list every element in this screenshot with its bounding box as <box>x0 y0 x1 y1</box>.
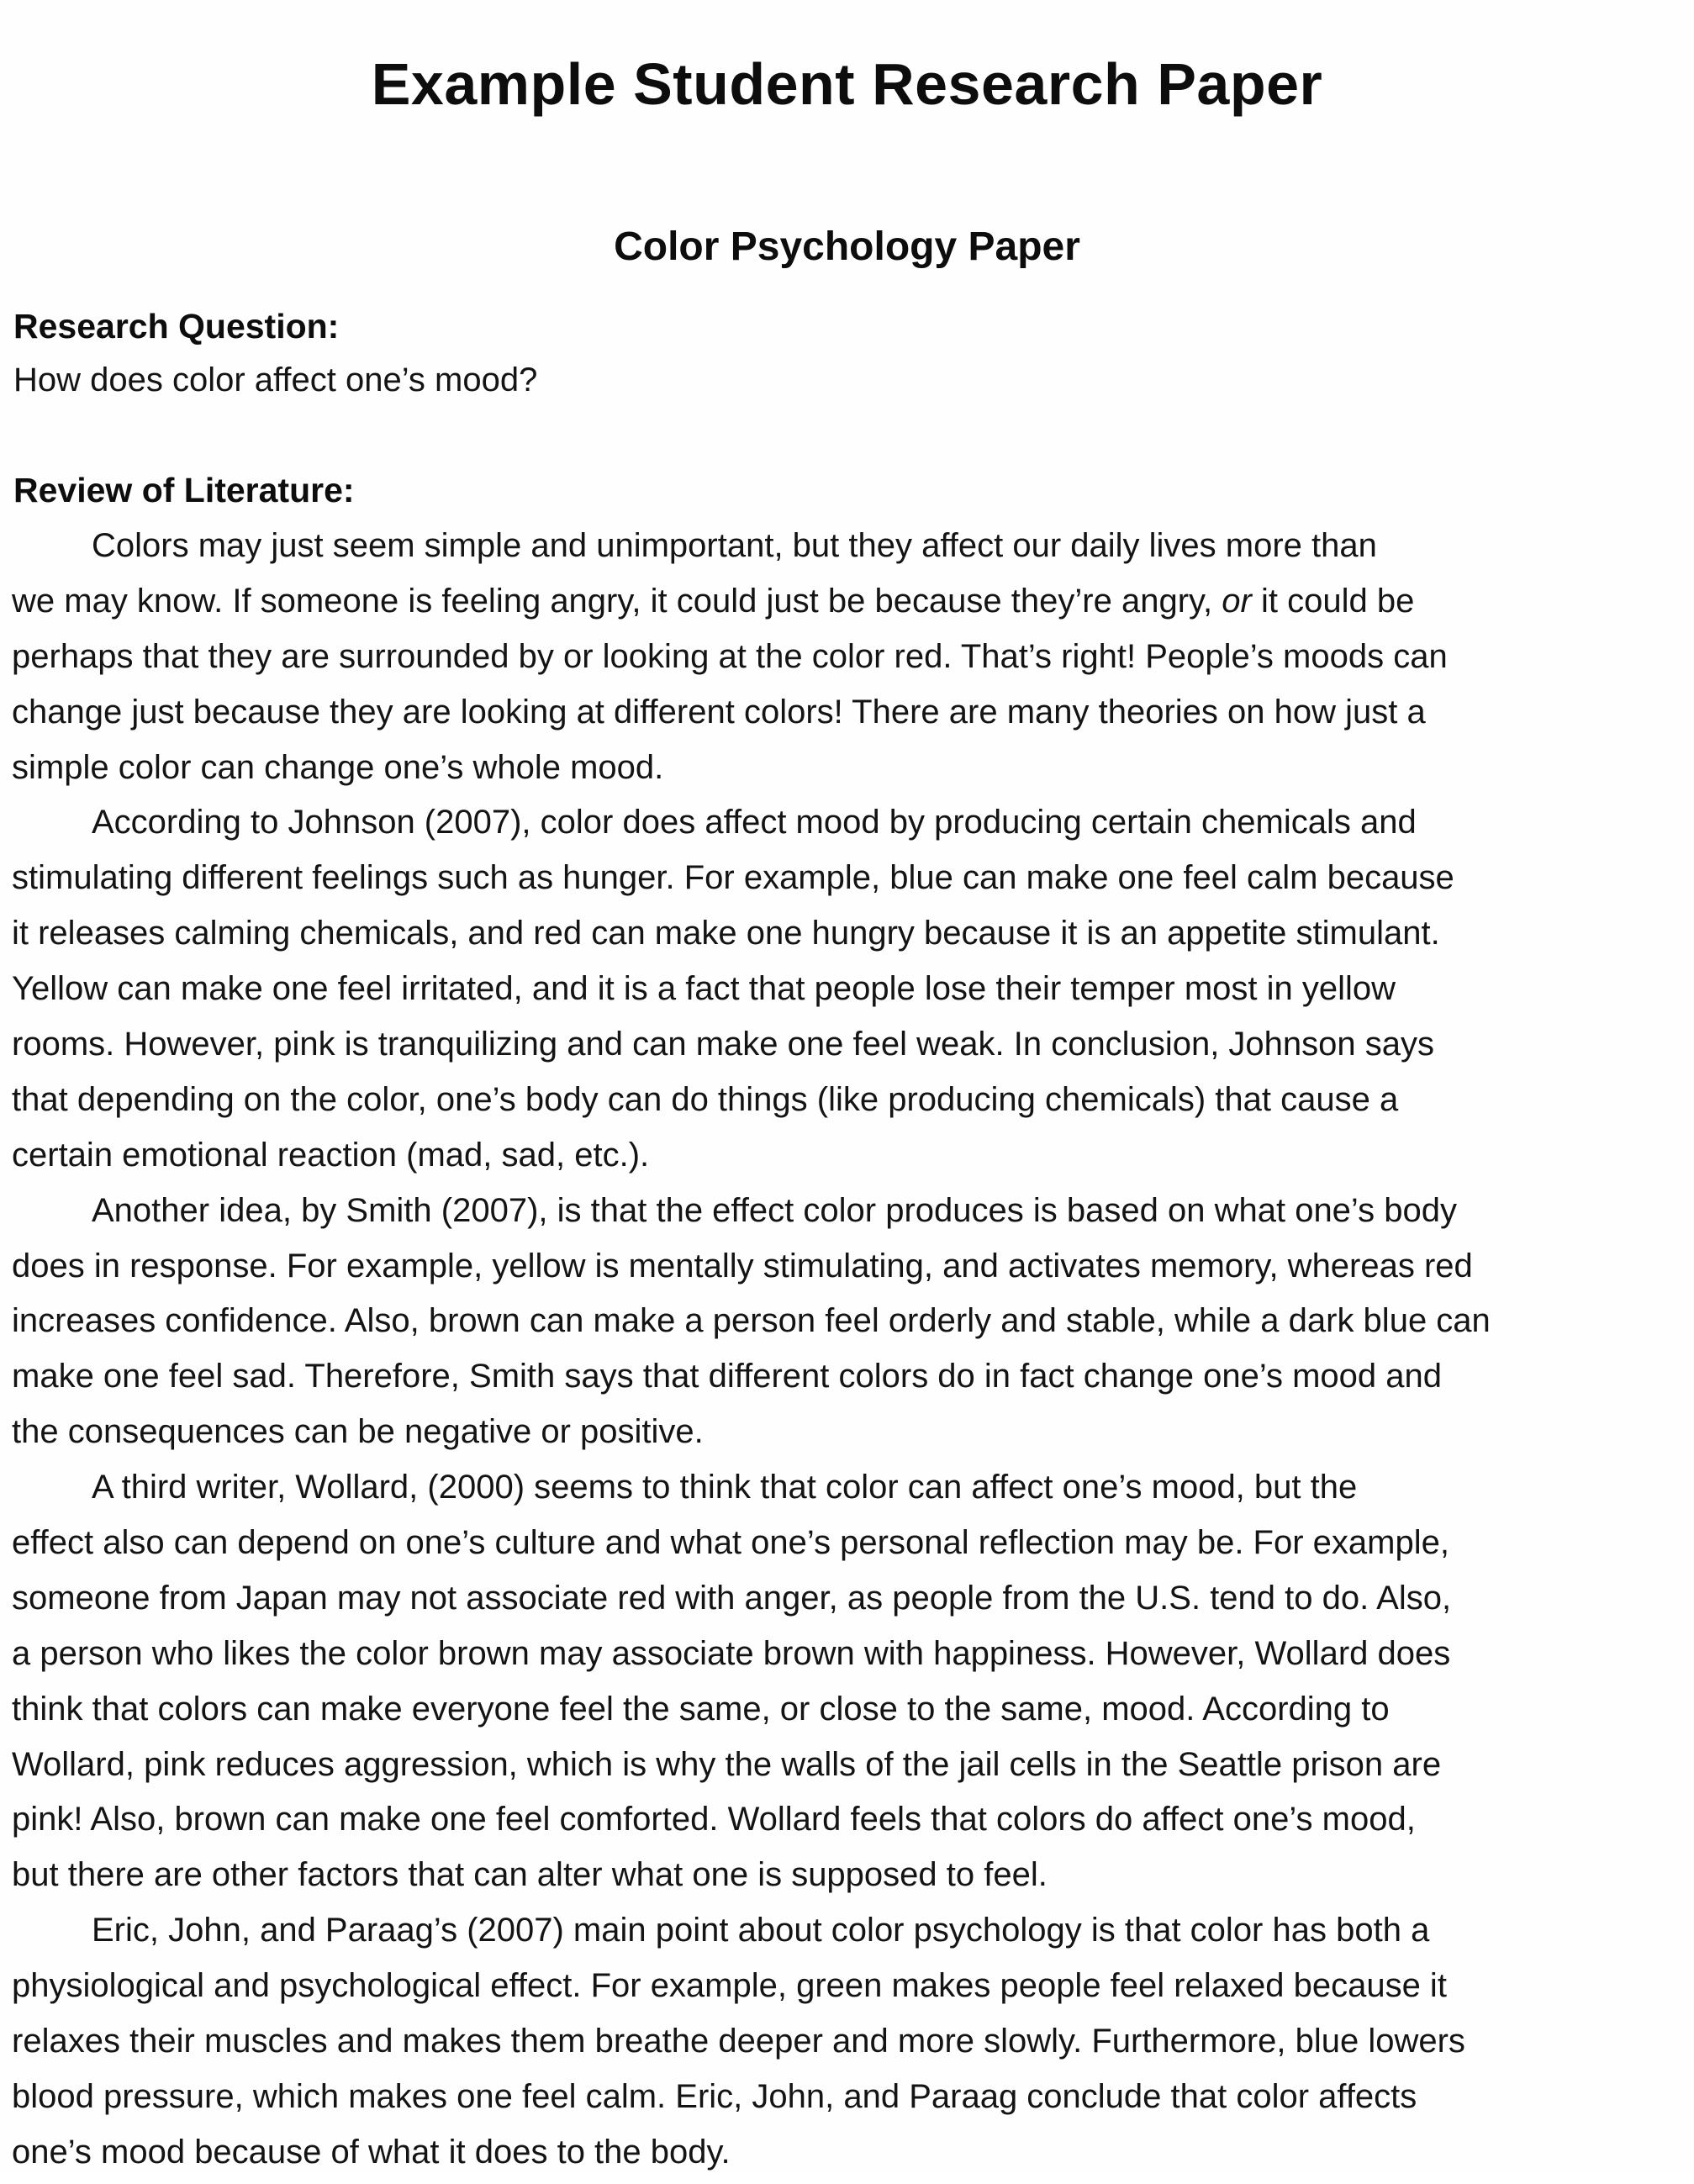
text-segment: does in response. For example, yellow is mentally stimulating, and activates memory, whereas red <box>12 1247 1473 1285</box>
body-line <box>12 1242 1685 1298</box>
body-line <box>12 1630 1685 1685</box>
text-segment: certain emotional reaction (mad, sad, etc.). <box>12 1136 650 1174</box>
body-line <box>12 1464 1685 1519</box>
body-line <box>12 1685 1685 1741</box>
text-segment: Another idea, by Smith (2007), is that the effect color produces is based on what one’s body <box>92 1191 1457 1229</box>
body-line <box>12 2018 1685 2073</box>
research-question-text: How does color affect one’s mood? <box>13 361 538 398</box>
text-segment: increases confidence. Also, brown can make a person feel orderly and stable, while a dark blue can <box>12 1302 1491 1340</box>
text-segment: change just because they are looking at different colors! There are many theories on how just a <box>12 693 1426 731</box>
text-segment: relaxes their muscles and makes them breathe deeper and more slowly. Furthermore, blue lowers <box>12 2023 1465 2060</box>
body-line <box>12 744 1685 799</box>
text-segment: simple color can change one’s whole mood. <box>12 748 664 786</box>
review-of-literature-body <box>12 522 1685 2184</box>
text-segment: that depending on the color, one’s body can do things (like producing chemicals) that cause a <box>12 1080 1399 1118</box>
body-line <box>12 1962 1685 2018</box>
body-line <box>12 1187 1685 1242</box>
text-segment: effect also can depend on one’s culture and what one’s personal reflection may be. For example, <box>12 1524 1449 1562</box>
text-segment: one’s mood because of what it does to the body. <box>12 2133 731 2171</box>
body-line <box>12 1021 1685 1076</box>
text-segment: stimulating different feelings such as hunger. For example, blue can make one feel calm because <box>12 859 1454 897</box>
paper-subtitle: Color Psychology Paper <box>614 224 1080 269</box>
text-segment: According to Johnson (2007), color does affect mood by producing certain chemicals and <box>92 804 1417 841</box>
body-line <box>12 854 1685 910</box>
body-line <box>12 799 1685 854</box>
body-line <box>12 1076 1685 1132</box>
document-title: Example Student Research Paper <box>371 50 1323 117</box>
body-line <box>12 1408 1685 1464</box>
body-line <box>12 2129 1685 2184</box>
body-line <box>12 1297 1685 1353</box>
body-line <box>12 688 1685 744</box>
text-segment: blood pressure, which makes one feel calm. Eric, John, and Paraag conclude that color affects <box>12 2077 1417 2115</box>
body-line <box>12 1851 1685 1907</box>
body-line <box>12 1907 1685 1962</box>
text-segment: the consequences can be negative or positive. <box>12 1413 704 1451</box>
text-segment: rooms. However, pink is tranquilizing and can make one feel weak. In conclusion, Johnson says <box>12 1026 1435 1063</box>
text-segment: make one feel sad. Therefore, Smith says that different colors do in fact change one’s mood and <box>12 1358 1443 1395</box>
text-segment: pink! Also, brown can make one feel comforted. Wollard feels that colors do affect one’s mood, <box>12 1801 1416 1838</box>
text-segment: physiological and psychological effect. For example, green makes people feel relaxed because it <box>12 1967 1447 2005</box>
research-question-heading: Research Question: <box>13 307 340 346</box>
body-line <box>12 1353 1685 1408</box>
text-segment: think that colors can make everyone feel the same, or close to the same, mood. According to <box>12 1690 1390 1728</box>
text-segment: Colors may just seem simple and unimportant, but they affect our daily lives more than <box>92 527 1377 564</box>
text-segment: it releases calming chemicals, and red can make one hungry because it is an appetite stimulant. <box>12 915 1440 952</box>
body-line <box>12 1796 1685 1851</box>
body-line <box>12 578 1685 633</box>
text-segment: Wollard, pink reduces aggression, which is why the walls of the jail cells in the Seattle prison are <box>12 1745 1442 1783</box>
text-segment: a person who likes the color brown may associate brown with happiness. However, Wollard does <box>12 1634 1451 1672</box>
text-segment: but there are other factors that can alter what one is supposed to feel. <box>12 1856 1048 1894</box>
italic-emphasis: or <box>1222 582 1252 620</box>
body-line <box>12 522 1685 578</box>
body-line <box>12 910 1685 965</box>
text-segment: perhaps that they are surrounded by or looking at the color red. That’s right! People’s moods can <box>12 637 1448 675</box>
body-line <box>12 1519 1685 1575</box>
body-line <box>12 1575 1685 1630</box>
body-line <box>12 1741 1685 1796</box>
body-line <box>12 2073 1685 2129</box>
body-line <box>12 1132 1685 1187</box>
text-segment: A third writer, Wollard, (2000) seems to think that color can affect one’s mood, but the <box>92 1469 1358 1506</box>
body-line <box>12 633 1685 688</box>
review-of-literature-heading: Review of Literature: <box>13 471 355 509</box>
text-segment: we may know. If someone is feeling angry, it could just be because they’re angry, <box>12 582 1222 620</box>
body-line <box>12 965 1685 1021</box>
text-segment: someone from Japan may not associate red with anger, as people from the U.S. tend to do. Also, <box>12 1579 1452 1617</box>
text-segment: Yellow can make one feel irritated, and it is a fact that people lose their temper most in yellow <box>12 970 1396 1008</box>
text-segment: it could be <box>1251 582 1415 620</box>
text-segment: Eric, John, and Paraag’s (2007) main point about color psychology is that color has both a <box>92 1912 1430 1949</box>
